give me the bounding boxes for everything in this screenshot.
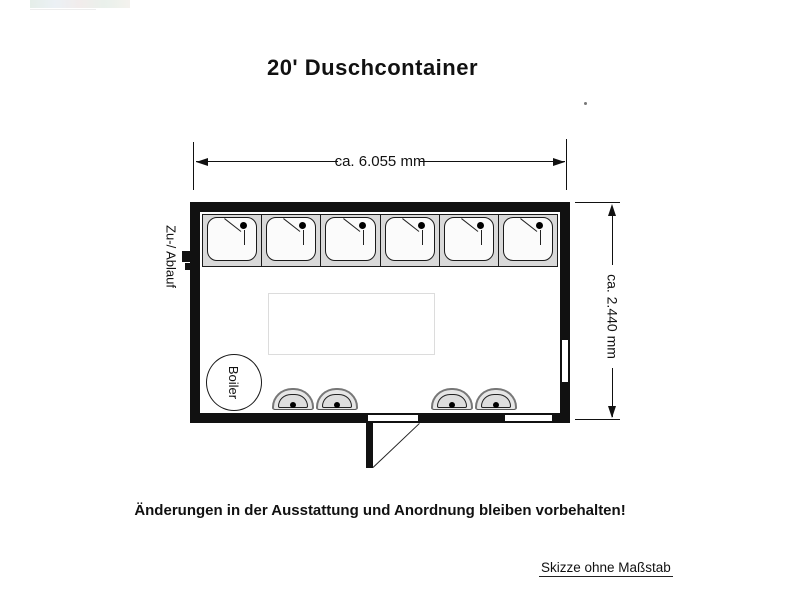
width-arrow-right-icon [553, 158, 565, 166]
disclaimer-text: Änderungen in der Ausstattung und Anordnung bleiben vorbehalten! [134, 502, 626, 519]
shower-head-icon [477, 222, 484, 229]
shower-head-icon [299, 222, 306, 229]
scale-note: Skizze ohne Maßstab [541, 560, 671, 575]
washbasin-drain-icon [334, 402, 340, 408]
page-title: 20' Duschcontainer [266, 55, 479, 80]
shower-hose-line [343, 218, 360, 232]
scan-artifact-speck [584, 102, 587, 105]
shower-hose-line [283, 218, 300, 232]
scan-artifact-line [30, 9, 96, 10]
shower-hose-line [461, 218, 478, 232]
shower-stall-icon [439, 214, 499, 267]
shower-head-icon [359, 222, 366, 229]
width-dimension-line-left [196, 161, 338, 162]
shower-hose-line [224, 218, 241, 232]
boiler-label: Boiler [226, 365, 242, 400]
shower-drop-line [540, 230, 541, 245]
shower-stall-icon [261, 214, 321, 267]
shower-drop-line [244, 230, 245, 245]
shower-stall-icon [380, 214, 440, 267]
shower-drop-line [481, 230, 482, 245]
shower-stall-row [202, 214, 558, 267]
shower-head-icon [418, 222, 425, 229]
shower-head-icon [240, 222, 247, 229]
height-extension-line-top [575, 202, 620, 203]
height-arrow-down-icon [608, 406, 616, 418]
supply-drain-connector-icon [182, 251, 190, 262]
height-dimension-label: ca. 2.440 mm [604, 274, 621, 359]
shower-tray-icon [207, 217, 257, 261]
shower-stall-icon [498, 214, 558, 267]
window-bottom-icon [505, 413, 552, 423]
width-extension-line-right [566, 139, 567, 190]
window-right-icon [560, 340, 570, 382]
washbasin-drain-icon [449, 402, 455, 408]
supply-drain-label: Zu-/ Ablauf [163, 225, 179, 288]
shower-stall-icon [202, 214, 262, 267]
shower-stall-icon [320, 214, 380, 267]
shower-drop-line [303, 230, 304, 245]
door-leaf-icon [366, 422, 373, 468]
height-arrow-up-icon [608, 204, 616, 216]
width-dimension-line-right [420, 161, 565, 162]
supply-drain-connector-small-icon [185, 263, 190, 270]
shower-head-icon [536, 222, 543, 229]
shower-tray-icon [266, 217, 316, 261]
width-arrow-left-icon [196, 158, 208, 166]
scan-artifact-strip [30, 0, 130, 8]
height-extension-line-bottom [575, 419, 620, 420]
washbasin-drain-icon [493, 402, 499, 408]
shower-drop-line [363, 230, 364, 245]
shower-hose-line [402, 218, 419, 232]
door-swing-line [373, 423, 420, 468]
boiler-icon [206, 354, 262, 411]
door-opening [367, 413, 419, 423]
shower-hose-line [520, 218, 537, 232]
width-dimension-label: ca. 6.055 mm [334, 153, 426, 170]
shower-drop-line [422, 230, 423, 245]
shower-tray-icon [503, 217, 553, 261]
floor-area-outline [268, 293, 435, 355]
shower-tray-icon [444, 217, 494, 261]
washbasin-drain-icon [290, 402, 296, 408]
shower-tray-icon [325, 217, 375, 261]
shower-tray-icon [385, 217, 435, 261]
width-extension-line-left [193, 142, 194, 190]
